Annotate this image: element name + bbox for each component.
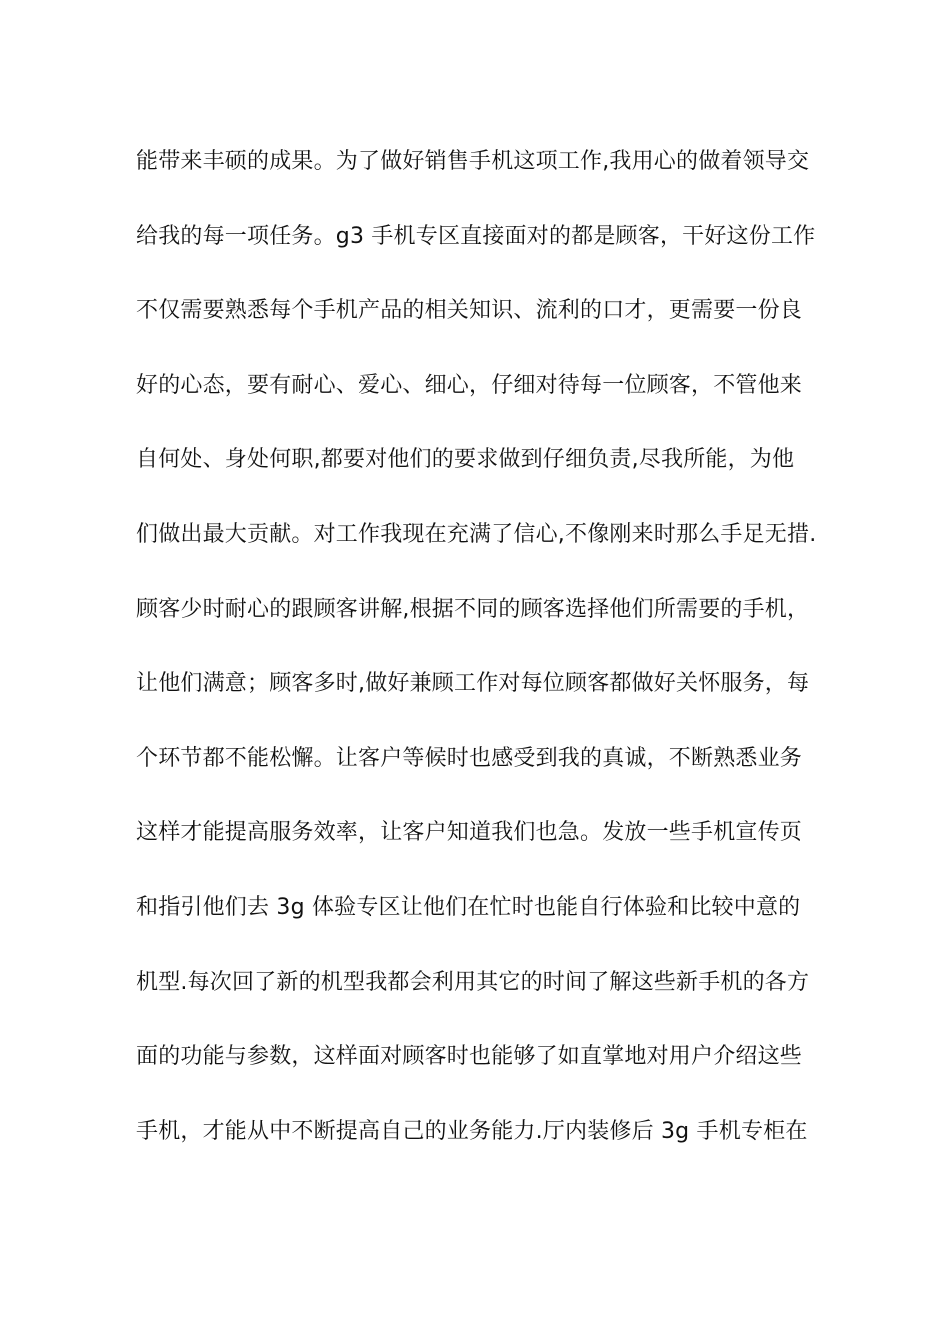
text-line-2: 给我的每一项任务。g3 手机专区直接面对的都是顾客，干好这份工作	[136, 223, 816, 249]
text-line-12: 机型.每次回了新的机型我都会利用其它的时间了解这些新手机的各方	[136, 969, 810, 995]
text-line-11: 和指引他们去 3g 体验专区让他们在忙时也能自行体验和比较中意的	[136, 894, 801, 920]
text-line-1: 能带来丰硕的成果。为了做好销售手机这项工作,我用心的做着领导交	[136, 149, 810, 174]
text-line-8: 让他们满意；顾客多时,做好兼顾工作对每位顾客都做好关怀服务，每	[136, 671, 810, 697]
text-line-7: 顾客少时耐心的跟顾客讲解,根据不同的顾客选择他们所需要的手机，	[136, 596, 810, 622]
body-text	[136, 142, 836, 1186]
text-line-4: 好的心态，要有耐心、爱心、细心，仔细对待每一位顾客，不管他来	[136, 372, 803, 398]
text-line-3: 不仅需要熟悉每个手机产品的相关知识、流利的口才，更需要一份良	[136, 298, 803, 324]
text-line-14: 手机，才能从中不断提高自己的业务能力.厅内装修后 3g 手机专柜在	[136, 1118, 808, 1144]
text-line-13: 面的功能与参数，这样面对顾客时也能够了如直掌地对用户介绍这些	[136, 1044, 803, 1070]
text-line-9: 个环节都不能松懈。让客户等候时也感受到我的真诚，不断熟悉业务	[136, 745, 803, 771]
text-line-6: 们做出最大贡献。对工作我现在充满了信心,不像刚来时那么手足无措.	[136, 521, 817, 547]
text-line-10: 这样才能提高服务效率，让客户知道我们也急。发放一些手机宣传页	[136, 820, 803, 846]
text-line-5: 自何处、身处何职,都要对他们的要求做到仔细负责,尽我所能，为他	[136, 447, 795, 473]
